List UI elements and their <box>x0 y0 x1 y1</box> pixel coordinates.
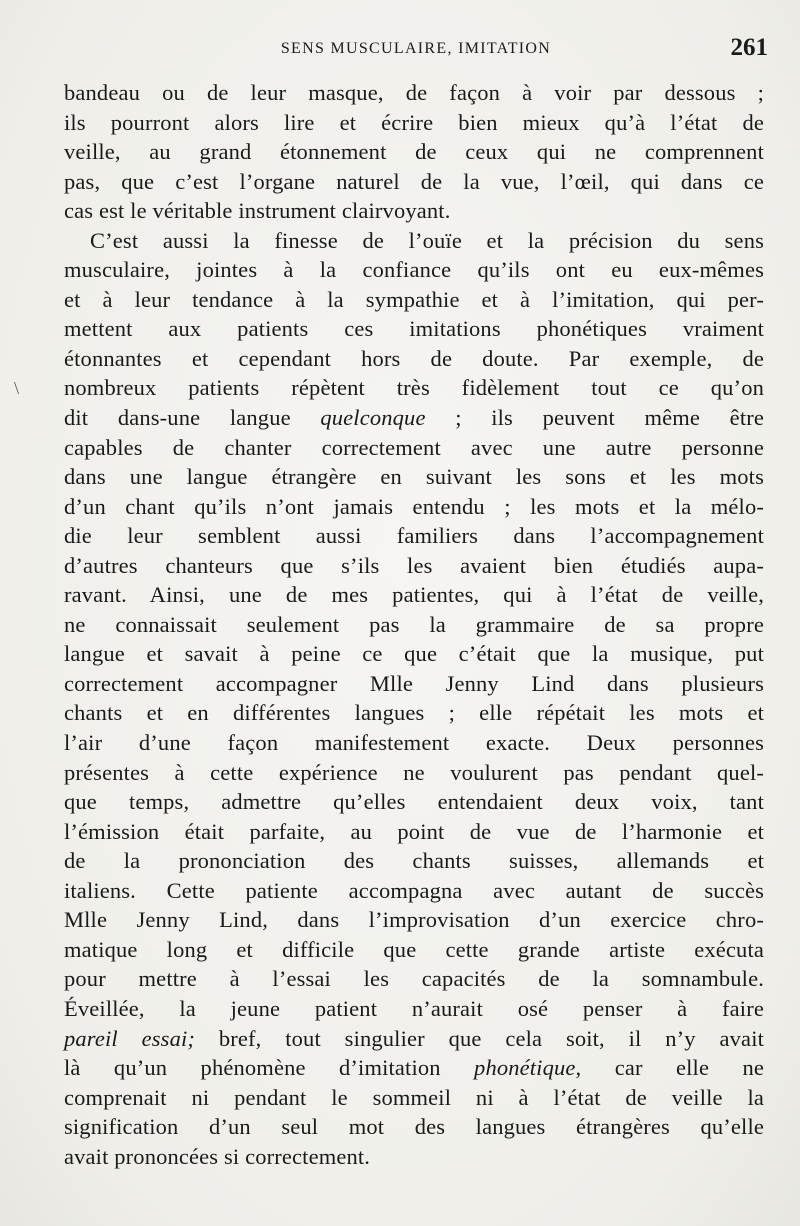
italic-text: pareil essai; <box>64 1025 196 1051</box>
body-text <box>64 78 764 1171</box>
text-line: ravant. Ainsi, une de mes patientes, qui à l’état de veille, <box>64 582 764 608</box>
text-line: et à leur tendance à la sympathie et à l’imitation, qui per- <box>64 286 764 312</box>
margin-mark: \ <box>14 378 20 398</box>
text-line: nombreux patients répètent très fidèlement tout ce qu’on <box>64 375 764 401</box>
text-line: chants et en différentes langues ; elle répétait les mots et <box>64 700 764 726</box>
text-line: signification d’un seul mot des langues étrangères qu’elle <box>64 1114 764 1140</box>
text-line: musculaire, jointes à la confiance qu’ils ont eu eux-mêmes <box>64 257 764 283</box>
text-line: Éveillée, la jeune patient n’aurait osé penser à faire <box>64 995 764 1021</box>
text-line: là qu’un phénomène d’imitation phonétique, car elle ne <box>64 1055 765 1081</box>
text-line: pas, que c’est l’organe naturel de la vue, l’œil, qui dans ce <box>64 168 764 194</box>
page-number: 261 <box>730 34 768 61</box>
text-line: de la prononciation des chants suisses, allemands et <box>64 848 764 874</box>
text-line: italiens. Cette patiente accompagna avec autant de succès <box>64 877 764 903</box>
text-line: capables de chanter correctement avec une autre personne <box>64 434 764 460</box>
text-line: comprenait ni pendant le sommeil ni à l’état de veille la <box>64 1084 764 1110</box>
text-line: dans une langue étrangère en suivant les sons et les mots <box>64 464 764 490</box>
text-line: présentes à cette expérience ne voulurent pas pendant quel- <box>64 759 764 785</box>
text-line: d’un chant qu’ils n’ont jamais entendu ; les mots et la mélo- <box>64 493 764 519</box>
italic-text: quelconque <box>320 405 426 431</box>
text-line: dit dans-une langue quelconque ; ils peuvent même être <box>64 405 764 431</box>
text-line: langue et savait à peine ce que c’était que la musique, put <box>64 641 764 667</box>
running-head <box>64 34 768 64</box>
text-line: matique long et difficile que cette grande artiste exécuta <box>64 936 764 962</box>
text-line: étonnantes et cependant hors de doute. Par exemple, de <box>64 345 764 371</box>
italic-text: phonétique <box>474 1055 576 1081</box>
text-line: pour mettre à l’essai les capacités de la somnambule. <box>64 966 764 992</box>
text-line: veille, au grand étonnement de ceux qui ne comprennent <box>64 139 764 165</box>
paragraph-end-line: cas est le véritable instrument clairvoyant. <box>64 198 451 224</box>
text-line: die leur semblent aussi familiers dans l’accompagnement <box>64 523 764 549</box>
text-line: pareil essai; bref, tout singulier que cela soit, il n’y avait <box>64 1025 764 1051</box>
text-line: l’air d’une façon manifestement exacte. Deux personnes <box>64 730 764 756</box>
text-line: correctement accompagner Mlle Jenny Lind dans plusieurs <box>64 670 764 696</box>
text-line: mettent aux patients ces imitations phonétiques vraiment <box>64 316 764 342</box>
text-line: Mlle Jenny Lind, dans l’improvisation d’un exercice chro- <box>64 907 764 933</box>
running-title: SENS MUSCULAIRE, IMITATION <box>280 40 552 57</box>
paragraph-end-line: avait prononcées si correctement. <box>64 1143 371 1169</box>
text-line: ils pourront alors lire et écrire bien mieux qu’à l’état de <box>64 109 764 135</box>
text-line: d’autres chanteurs que s’ils les avaient bien étudiés aupa- <box>64 552 764 578</box>
text-line: ne connaissait seulement pas la grammaire de sa propre <box>64 611 764 637</box>
text-line: l’émission était parfaite, au point de vue de l’harmonie et <box>64 818 764 844</box>
text-line: que temps, admettre qu’elles entendaient deux voix, tant <box>64 789 764 815</box>
paragraph-start-line: C’est aussi la finesse de l’ouïe et la précision du sens <box>90 227 764 253</box>
text-line: bandeau ou de leur masque, de façon à voir par dessous ; <box>64 80 764 105</box>
